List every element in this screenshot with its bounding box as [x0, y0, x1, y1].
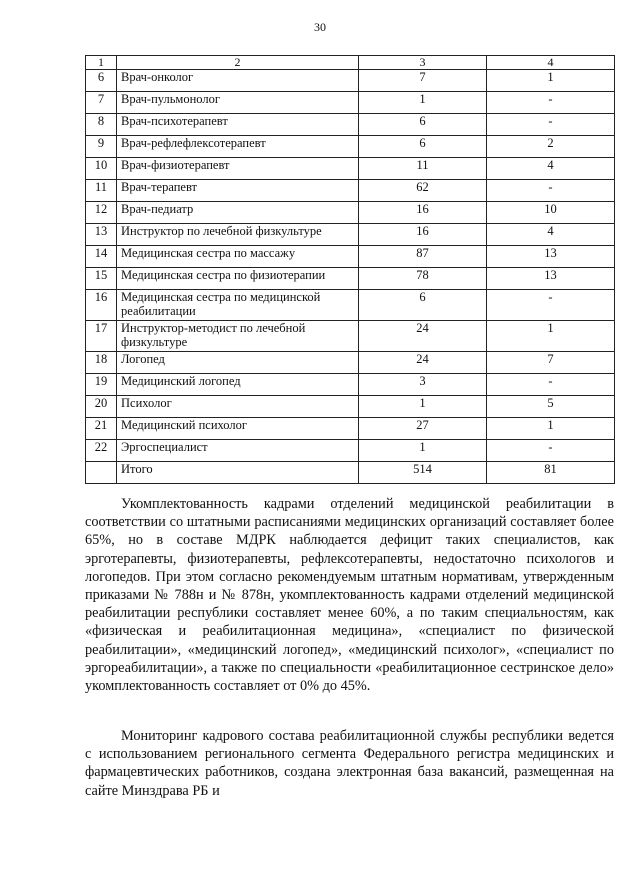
- row-deficit-cell: 13: [487, 268, 615, 290]
- row-count-cell: 6: [359, 136, 487, 158]
- row-number-cell: 7: [86, 92, 117, 114]
- row-name-cell: Медицинский психолог: [117, 418, 359, 440]
- row-count-cell: 6: [359, 114, 487, 136]
- paragraph-staffing: Укомплектованность кадрами отделений медицинской реабилитации в соответствии со штатными расписаниями медицинских организаций составляет более 65%, но в составе МДРК наблюдается дефицит таких специалистов, как эрготерапевты, физиотерапевты, рефлексотерапевты, недостаточно психологов и логопедов. При этом согласно рекомендуемым штатным нормативам, утвержденным приказами № 788н и № 878н, укомплектованность кадрами отделений медицинской реабилитации республики составляет менее 60%, а по таким специальностям, как «физическая и реабилитационная медицина», «специалист по физической реабилитации», «медицинский логопед», «медицинский психолог», «специалист по эргореабилитации», а также по специальности «реабилитационное сестринское дело» укомплектованность составляет от 0% до 45%.: [85, 496, 614, 695]
- row-name-cell: Врач-терапевт: [117, 180, 359, 202]
- total-cell: 81: [487, 462, 615, 484]
- row-name-cell: Медицинская сестра по физиотерапии: [117, 268, 359, 290]
- total-cell: [86, 462, 117, 484]
- row-number-cell: 18: [86, 352, 117, 374]
- row-name-cell: Эргоспециалист: [117, 440, 359, 462]
- table-row: [86, 202, 615, 224]
- row-number-cell: 19: [86, 374, 117, 396]
- row-deficit-cell: 13: [487, 246, 615, 268]
- row-number-cell: 20: [86, 396, 117, 418]
- row-number-cell: 14: [86, 246, 117, 268]
- row-deficit-cell: 4: [487, 158, 615, 180]
- row-deficit-cell: 4: [487, 224, 615, 246]
- row-deficit-cell: 1: [487, 70, 615, 92]
- row-deficit-cell: 2: [487, 136, 615, 158]
- row-name-cell: Врач-онколог: [117, 70, 359, 92]
- table-row: [86, 136, 615, 158]
- table-row: [86, 70, 615, 92]
- row-count-cell: 6: [359, 290, 487, 321]
- row-deficit-cell: 7: [487, 352, 615, 374]
- row-number-cell: 8: [86, 114, 117, 136]
- staffing-table: [85, 55, 615, 484]
- row-count-cell: 24: [359, 321, 487, 352]
- row-count-cell: 1: [359, 396, 487, 418]
- row-deficit-cell: -: [487, 290, 615, 321]
- row-number-cell: 11: [86, 180, 117, 202]
- row-number-cell: 16: [86, 290, 117, 321]
- table-row: [86, 246, 615, 268]
- row-count-cell: 78: [359, 268, 487, 290]
- row-count-cell: 1: [359, 440, 487, 462]
- row-name-cell: Врач-пульмонолог: [117, 92, 359, 114]
- row-name-cell: Врач-рефлефлексотерапевт: [117, 136, 359, 158]
- row-number-cell: 9: [86, 136, 117, 158]
- row-name-cell: Врач-физиотерапевт: [117, 158, 359, 180]
- table-row: [86, 92, 615, 114]
- page-number: 30: [314, 20, 326, 34]
- row-name-cell: Логопед: [117, 352, 359, 374]
- table-row: [86, 321, 615, 352]
- row-number-cell: 22: [86, 440, 117, 462]
- table-row: [86, 290, 615, 321]
- row-name-cell: Медицинская сестра по медицинской реабилитации: [117, 290, 359, 321]
- table-row: [86, 180, 615, 202]
- row-deficit-cell: -: [487, 114, 615, 136]
- row-number-cell: 6: [86, 70, 117, 92]
- total-cell: Итого: [117, 462, 359, 484]
- table-row: [86, 352, 615, 374]
- row-count-cell: 87: [359, 246, 487, 268]
- row-name-cell: Медицинская сестра по массажу: [117, 246, 359, 268]
- row-deficit-cell: 10: [487, 202, 615, 224]
- row-deficit-cell: 1: [487, 321, 615, 352]
- header-cell: 3: [359, 56, 487, 70]
- row-deficit-cell: -: [487, 374, 615, 396]
- row-count-cell: 27: [359, 418, 487, 440]
- row-count-cell: 1: [359, 92, 487, 114]
- row-count-cell: 16: [359, 202, 487, 224]
- row-deficit-cell: -: [487, 92, 615, 114]
- row-number-cell: 10: [86, 158, 117, 180]
- row-name-cell: Врач-педиатр: [117, 202, 359, 224]
- row-count-cell: 11: [359, 158, 487, 180]
- row-number-cell: 13: [86, 224, 117, 246]
- row-number-cell: 21: [86, 418, 117, 440]
- row-name-cell: Врач-психотерапевт: [117, 114, 359, 136]
- total-cell: 514: [359, 462, 487, 484]
- row-name-cell: Медицинский логопед: [117, 374, 359, 396]
- row-name-cell: Инструктор-методист по лечебной физкультуре: [117, 321, 359, 352]
- table-row: [86, 158, 615, 180]
- table-row: [86, 374, 615, 396]
- row-number-cell: 12: [86, 202, 117, 224]
- table-row: [86, 396, 615, 418]
- row-count-cell: 3: [359, 374, 487, 396]
- row-count-cell: 7: [359, 70, 487, 92]
- row-name-cell: Психолог: [117, 396, 359, 418]
- table-header-row: [86, 56, 615, 70]
- row-deficit-cell: 1: [487, 418, 615, 440]
- row-count-cell: 24: [359, 352, 487, 374]
- table-row: [86, 114, 615, 136]
- table-total-row: [86, 462, 615, 484]
- row-deficit-cell: -: [487, 180, 615, 202]
- header-cell: 4: [487, 56, 615, 70]
- row-deficit-cell: 5: [487, 396, 615, 418]
- row-count-cell: 16: [359, 224, 487, 246]
- row-number-cell: 15: [86, 268, 117, 290]
- header-cell: 2: [117, 56, 359, 70]
- table-row: [86, 224, 615, 246]
- row-deficit-cell: -: [487, 440, 615, 462]
- table-row: [86, 418, 615, 440]
- table-row: [86, 268, 615, 290]
- paragraph-monitoring: Мониторинг кадрового состава реабилитационной службы республики ведется с использованием регионального сегмента Федерального регистра медицинских и фармацевтических работников, создана электронная база вакансий, размещенная на сайте Минздрава РБ и: [85, 728, 614, 799]
- row-name-cell: Инструктор по лечебной физкультуре: [117, 224, 359, 246]
- row-number-cell: 17: [86, 321, 117, 352]
- header-cell: 1: [86, 56, 117, 70]
- row-count-cell: 62: [359, 180, 487, 202]
- table-row: [86, 440, 615, 462]
